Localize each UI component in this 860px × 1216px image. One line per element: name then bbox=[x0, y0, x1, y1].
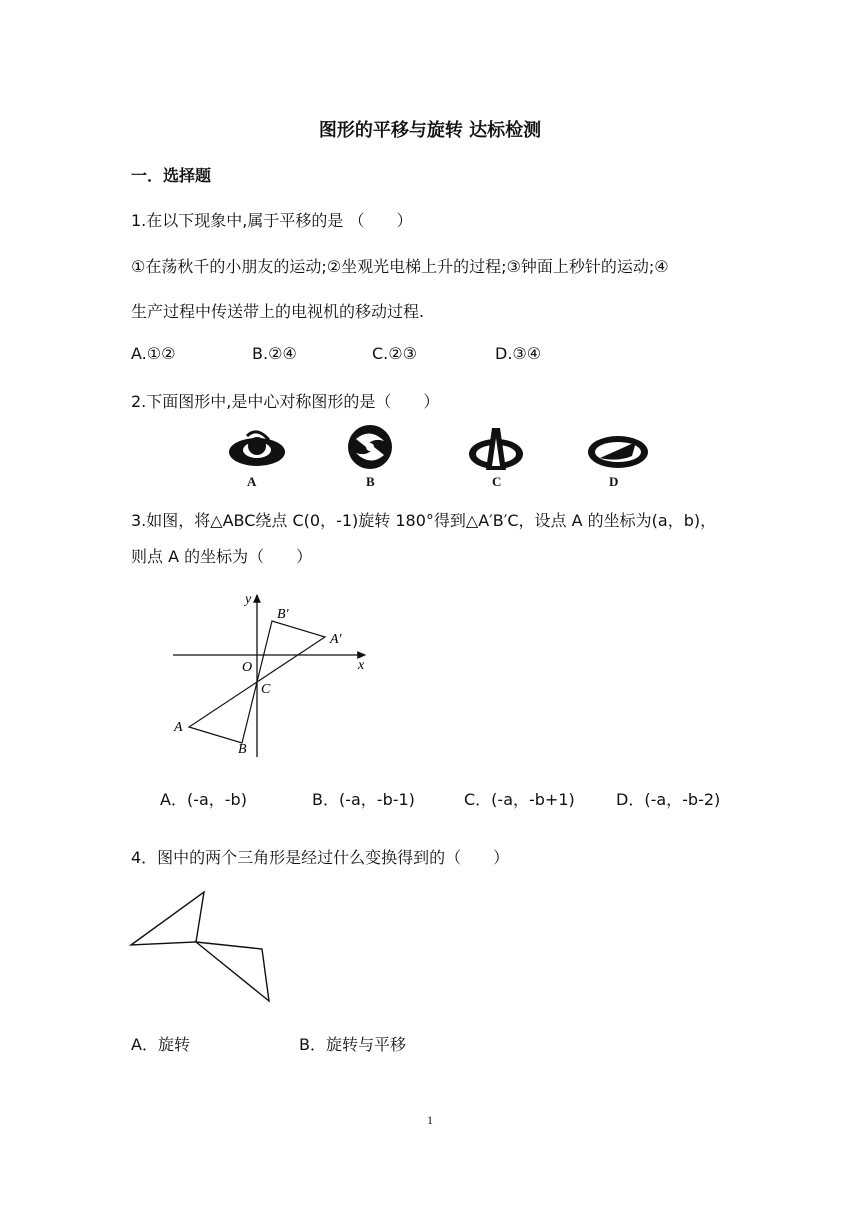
q2-label-c: C bbox=[492, 474, 502, 489]
label-b: B bbox=[238, 742, 247, 757]
logo-b-icon bbox=[348, 425, 392, 469]
label-o: O bbox=[242, 660, 253, 675]
q3-option-b[interactable]: B．(-a，-b-1) bbox=[312, 790, 415, 809]
label-a-prime: A′ bbox=[330, 632, 342, 647]
q1-option-b[interactable]: B.②④ bbox=[252, 344, 297, 363]
triangle-a-prime-b-prime-c bbox=[257, 621, 325, 682]
q4-triangle-lower bbox=[196, 942, 269, 1001]
q4-triangle-upper bbox=[131, 892, 204, 945]
section-heading: 一．选择题 bbox=[131, 166, 212, 185]
q3-option-c[interactable]: C．(-a，-b+1) bbox=[464, 790, 575, 809]
logo-c-icon bbox=[469, 428, 523, 470]
q3-option-d[interactable]: D．(-a，-b-2) bbox=[616, 790, 721, 809]
q4-option-a[interactable]: A．旋转 bbox=[131, 1035, 190, 1054]
q1-option-c[interactable]: C.②③ bbox=[372, 344, 417, 363]
q2-stem: 2.下面图形中,是中心对称图形的是（ ） bbox=[131, 392, 440, 411]
q3-option-a[interactable]: A．(-a，-b) bbox=[160, 790, 247, 809]
q2-logos bbox=[222, 422, 662, 474]
page-title: 图形的平移与旋转 达标检测 bbox=[318, 120, 542, 141]
label-x: x bbox=[358, 658, 365, 673]
q3-line1: 3.如图，将△ABC绕点 C(0，-1)旋转 180°得到△A′B′C，设点 A 的坐标为(a，b)， bbox=[131, 511, 717, 530]
q1-option-a[interactable]: A.①② bbox=[131, 344, 176, 363]
q1-line1: ①在荡秋千的小朋友的运动;②坐观光电梯上升的过程;③钟面上秒针的运动;④ bbox=[131, 257, 669, 276]
label-c: C bbox=[261, 682, 271, 697]
q3-figure bbox=[165, 585, 385, 765]
q1-line2: 生产过程中传送带上的电视机的移动过程. bbox=[131, 302, 425, 321]
q4-figure bbox=[125, 885, 285, 1010]
q1-option-d[interactable]: D.③④ bbox=[495, 344, 542, 363]
logo-a-icon bbox=[229, 432, 285, 466]
page-number: 1 bbox=[427, 1113, 433, 1127]
q4-option-b[interactable]: B．旋转与平移 bbox=[299, 1035, 406, 1054]
label-y: y bbox=[245, 592, 252, 607]
triangle-abc bbox=[189, 682, 257, 743]
q4-stem: 4．图中的两个三角形是经过什么变换得到的（ ） bbox=[131, 848, 510, 867]
q2-label-a: A bbox=[247, 474, 257, 489]
label-b-prime: B′ bbox=[277, 607, 289, 622]
q1-stem: 1.在以下现象中,属于平移的是 （ ） bbox=[131, 211, 413, 230]
q3-line2: 则点 A 的坐标为（ ） bbox=[131, 547, 313, 566]
q2-label-d: D bbox=[609, 474, 619, 489]
logo-d-icon bbox=[588, 436, 648, 468]
q2-label-b: B bbox=[366, 474, 375, 489]
label-a: A bbox=[174, 720, 183, 735]
